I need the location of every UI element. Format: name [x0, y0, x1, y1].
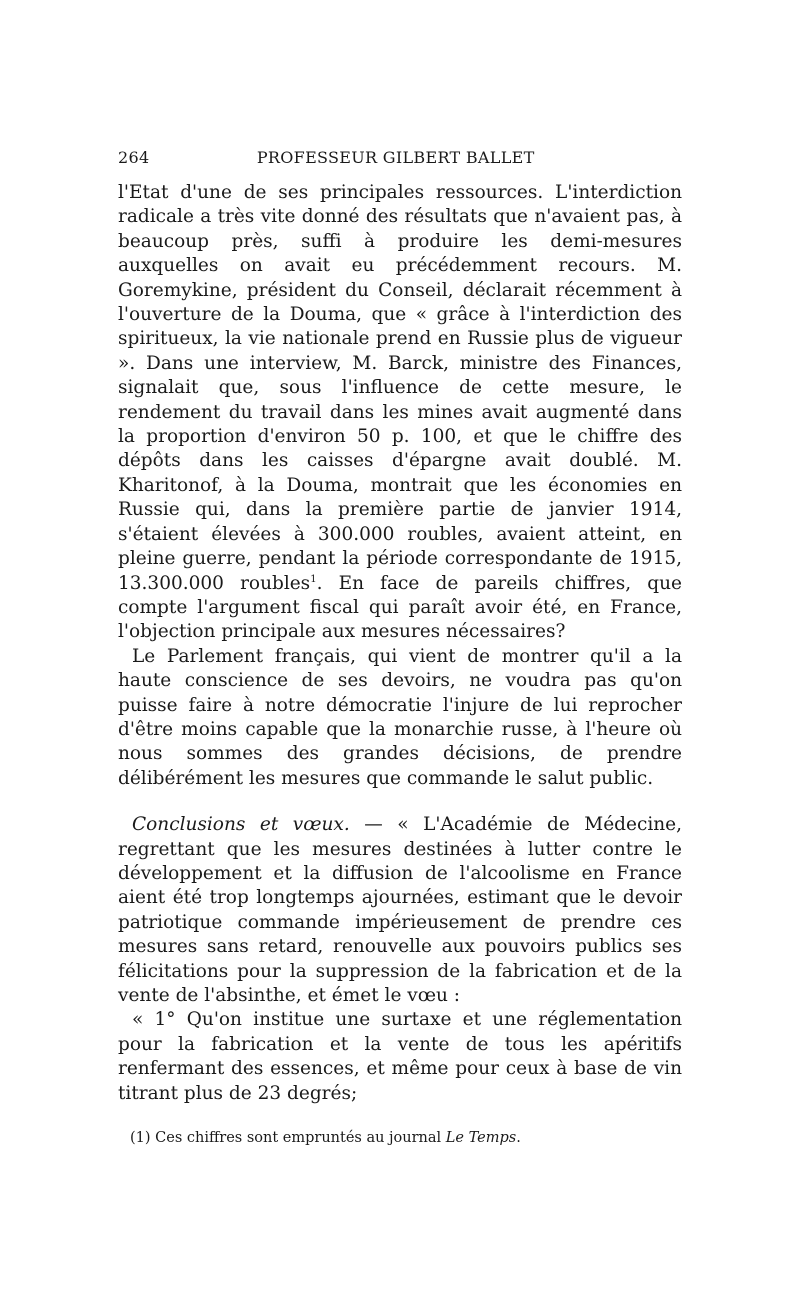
paragraph-1 — [118, 181, 682, 645]
paragraph-1-end: . En face de pareils chiffres, que compte l'argument fiscal qui paraît avoir été, en France, l'objection principale aux mesures nécessaires? — [118, 572, 682, 643]
footnote-reference: 1 — [310, 573, 317, 585]
section-gap — [118, 791, 682, 813]
footnote-marker: (1) — [130, 1130, 151, 1146]
running-head — [118, 148, 682, 167]
footnote-text: Ces chiffres sont empruntés au journal — [150, 1130, 446, 1146]
paragraph-4: « 1° Qu'on institue une surtaxe et une réglementation pour la fabrication et la vente de tous les apéritifs renfermant des essences, et même pour ceux à base de vin titrant plus de 23 degrés; — [118, 1009, 682, 1104]
footnote-end: . — [516, 1130, 521, 1146]
paragraph-3 — [118, 813, 682, 1008]
paragraph-3-text: — « L'Académie de Médecine, regrettant que les mesures destinées à lutter contre le développement et la diffusion de l'alcoolisme en France aient été trop longtemps ajournées, estimant que le devoir patriotique commande impérieusement de prendre ces mesures sans retard, renouvelle aux pouvoirs publics ses félicitations pour la suppression de la fabrication et de la vente de l'absinthe, et émet le vœu : — [118, 814, 682, 1006]
footnote-source: Le Temps — [445, 1130, 517, 1146]
page-number: 264 — [118, 148, 150, 167]
running-title: PROFESSEUR GILBERT BALLET — [256, 148, 535, 167]
conclusions-heading: Conclusions et vœux. — [132, 814, 350, 836]
paragraph-1-text: l'Etat d'une de ses principales ressources. L'interdiction radicale a très vite donné des résultats que n'avaient pas, à beaucoup près, suffi à produire les demi-mesures auxquelles on avait eu précédemment recours. M. Goremykine, président du Conseil, déclarait récemment à l'ouverture de la Douma, que « grâce à l'interdiction des spiritueux, la vie nationale prend en Russie plus de vigueur ». Dans une interview, M. Barck, ministre des Finances, signalait que, sous l'influence de cette mesure, le rendement du travail dans les mines avait augmenté dans la proportion d'environ 50 p. 100, et que le chiffre des dépôts dans les caisses d'épargne avait doublé. M. Kharitonof, à la Douma, montrait que les économies en Russie qui, dans la première partie de janvier 1914, s'étaient élevées à 300.000 roubles, avaient atteint, en pleine guerre, pendant la période correspondante de 1915, 13.300.000 roubles — [118, 182, 682, 594]
paragraph-2: Le Parlement français, qui vient de montrer qu'il a la haute conscience de ses devoirs, ne voudra pas qu'on puisse faire à notre démocratie l'injure de lui reprocher d'être moins capable que la monarchie russe, à l'heure où nous sommes des grandes décisions, de prendre délibérément les mesures que commande le salut public. — [118, 645, 682, 789]
footnote — [130, 1128, 521, 1148]
body-text — [118, 181, 682, 1106]
